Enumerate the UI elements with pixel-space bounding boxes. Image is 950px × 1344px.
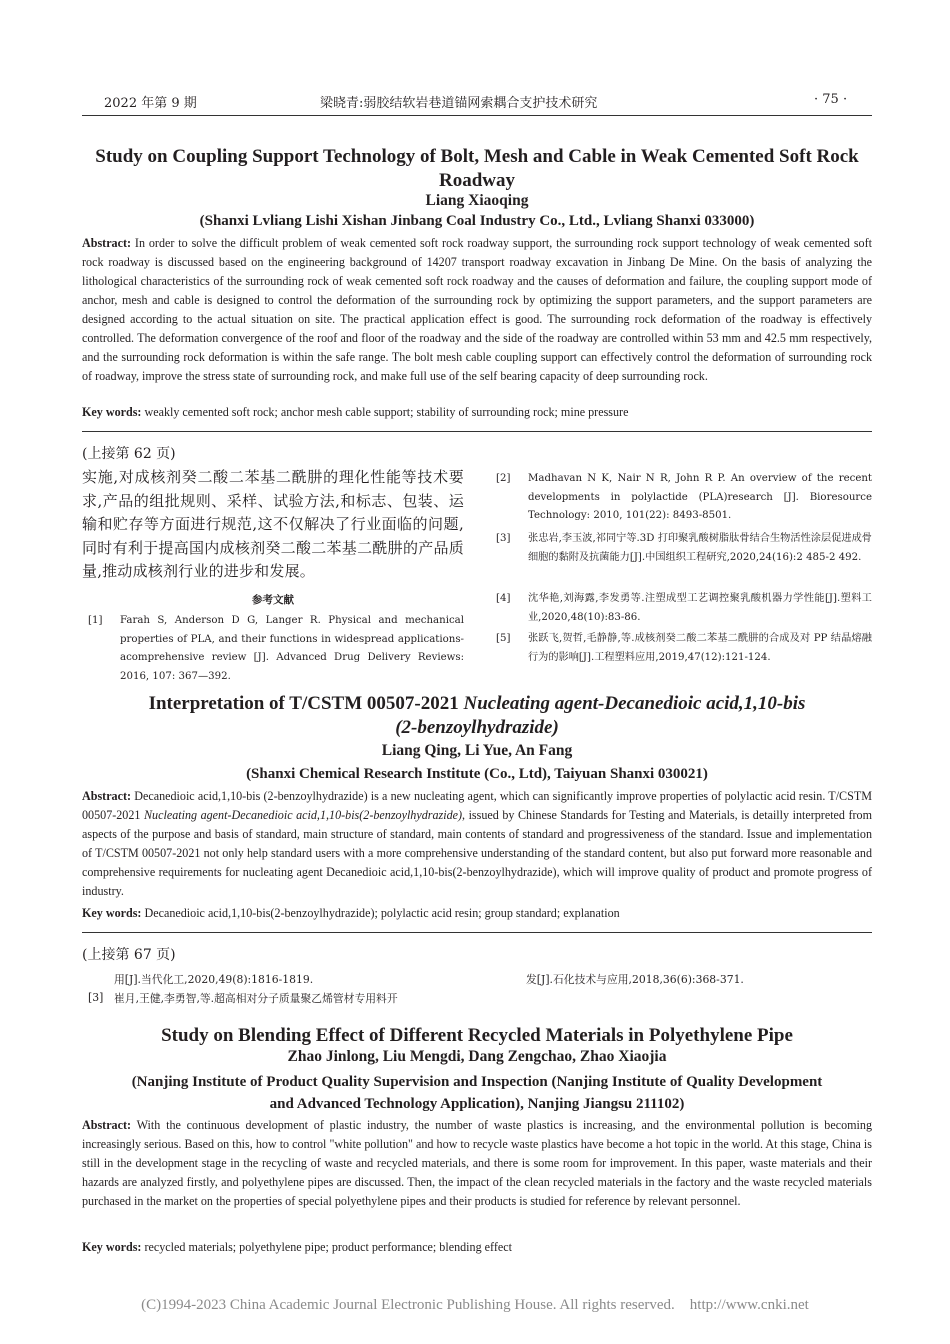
article-3-abstract: Abstract: With the continuous development of plastic industry, the number of waste plastics is increasing, and the environmental pollution is becoming increasingly serious. Based on this, how to control "white pollution" and how to recycle waste plastics have become a hot topic in the world. At this stage, China is still in the development stage in the recycling of waste and recycled materials, and there is some room for improvement. In this paper, waste materials and their hazards are analyzed firstly, and polyethylene pipes are discussed. Then, the impact of the clean recycled materials in the factory and the waste recycled materials purchased in the market on the properties of special polyethylene pipes and their products is studied for reference by relevant personnel.: [82, 1118, 873, 1208]
article-2-abstract: Abstract: Decanedioic acid,1,10-bis (2-benzoylhydrazide) is a new nucleating agent, which can significantly improve properties of polylactic acid resin. T/CSTM 00507-2021 Nucleating agent-Decanedioic acid,1,10-bis(2-benzoylhydrazide), issued by Chinese Standards for Testing and Materials, is detailly interpreted from aspects of the purpose and basis of standard, main structure of standard, main contents of standard and progressiveness of the standard. Issue and implementation of T/CSTM 00507-2021 not only help standard users with a more comprehensive understanding of the standard content, but also put forward more reasonable and comprehensive requirements for nucleating agent Decanedioic acid,1,10-bis(2-benzoylhydrazide), which will improve quality of product and promote progress of industry.: [82, 789, 873, 898]
article-1-abstract: Abstract: In order to solve the difficult problem of weak cemented soft rock roadway support, the surrounding rock support technology of weak cemented soft rock roadway is discussed based on the engineering background of 14207 transport roadway excavation in Jinbang De Mine. On the basis of analyzing the lithological characteristics of the surrounding rock of weak cemented soft rock roadway and the causes of deformation and failure, the coupling support mode of anchor, mesh and cable is designed to control the deformation of the surrounding rock by optimizing the support parameters, and the support parameters are designed according to the actual situation on site. The practical application effect is good. The surrounding rock deformation of the roadway is effectively controlled. The deformation convergence of the roof and floor of the roadway and the side of the roadway are controlled within 53 mm and 42.5 mm respectively, and the surrounding rock deformation is within the safe range. The bolt mesh cable coupling support can effectively control the deformation of surrounding rock of roadway, improve the stress state of surrounding rock, and make full use of the self bearing capacity of deep surrounding rock.: [82, 236, 872, 383]
references-heading: 参考文献: [252, 594, 294, 606]
article-1-keywords: Key words: weakly cemented soft rock; anchor mesh cable support; stability of surrounding rock; mine pressure: [82, 405, 629, 419]
reference-fragment: 用[J].当代化工,2020,49(8):1816-1819.: [114, 973, 314, 986]
header-rule: [82, 115, 872, 116]
article-1-affiliation: (Shanxi Lvliang Lishi Xishan Jinbang Coal Industry Co., Ltd., Lvliang Shanxi 033000): [199, 213, 755, 229]
reference-item: [3] 张忠岩,李玉波,祁同宁等.3D 打印聚乳酸树脂肽骨结合生物活性涂层促进成骨细胞的黏附及抗菌能力[J].中国组织工程研究,2020,24(16):2 485-2 492.: [496, 533, 872, 563]
reference-item: [5] 张跃飞,贺哲,毛静静,等.成核剂癸二酸二苯基二酰肼的合成及对 PP 结晶熔融行为的影响[J].工程塑料应用,2019,47(12):121-124.: [496, 633, 872, 663]
article-2-title: Interpretation of T/CSTM 00507-2021 Nucleating agent-Decanedioic acid,1,10-bis (2-benzoylhydrazide): [148, 693, 806, 738]
copyright-footer: (C)1994-2023 China Academic Journal Electronic Publishing House. All rights reserved. http://www.cnki.net: [141, 1297, 809, 1313]
reference-number: [3]: [88, 991, 104, 1004]
article-2-keywords: Key words: Decanedioic acid,1,10-bis(2-benzoylhydrazide); polylactic acid resin; group standard; explanation: [82, 906, 620, 920]
section-rule: [82, 932, 872, 933]
continuation-label: (上接第 62 页): [82, 446, 176, 462]
article-3-title: Study on Blending Effect of Different Recycled Materials in Polyethylene Pipe: [161, 1025, 793, 1046]
article-3-keywords: Key words: recycled materials; polyethylene pipe; product performance; blending effect: [82, 1240, 512, 1254]
section-rule: [82, 431, 872, 432]
continuation-label: (上接第 67 页): [82, 947, 176, 963]
article-2-affiliation: (Shanxi Chemical Research Institute (Co., Ltd), Taiyuan Shanxi 030021): [246, 766, 708, 782]
article-2-authors: Liang Qing, Li Yue, An Fang: [381, 742, 573, 759]
reference-item: [2] Madhavan N K, Nair N R, John R P. An overview of the recent developments in polylactide (PLA)research [J]. Bioresource Technology: 2010, 101(22): 8493-8501.: [496, 473, 872, 521]
reference-item: [4] 沈华艳,刘海露,李发勇等.注塑成型工艺调控聚乳酸机器力学性能[J].塑料工业,2020,48(10):83-86.: [496, 593, 872, 623]
body-paragraph: 实施,对成核剂癸二酸二苯基二酰肼的理化性能等技术要求,产品的组批规则、采样、试验方法,和标志、包装、运输和贮存等方面进行规范,这不仅解决了行业面临的问题,同时有利于提高国内成核剂癸二酸二苯基二酰肼的产品质量,推动成核剂行业的进步和发展。: [82, 468, 464, 580]
reference-fragment: 崔月,王健,李勇智,等.超高相对分子质量聚乙烯管材专用料开: [114, 992, 398, 1005]
article-3-authors: Zhao Jinlong, Liu Mengdi, Dang Zengchao, Zhao Xiaojia: [287, 1048, 667, 1065]
article-3-affiliation: (Nanjing Institute of Product Quality Supervision and Inspection (Nanjing Institute of Quality Development and Advanced Technology Application), Nanjing Jiangsu 211102): [131, 1074, 823, 1112]
reference-fragment: 发[J].石化技术与应用,2018,36(6):368-371.: [526, 973, 744, 986]
article-1-title: Study on Coupling Support Technology of Bolt, Mesh and Cable in Weak Cemented Soft Rock Roadway: [95, 146, 859, 191]
issue-label: 2022 年第 9 期: [104, 96, 197, 111]
page-number: · 75 ·: [814, 92, 848, 107]
reference-item: [1] Farah S, Anderson D G, Langer R. Physical and mechanical properties of PLA, and their functions in widespread applications-acomprehensive review [J]. Advanced Drug Delivery Reviews: 2016, 107: 367—392.: [88, 615, 464, 682]
article-1-author: Liang Xiaoqing: [425, 192, 529, 209]
running-title: 梁晓青:弱胶结软岩巷道锚网索耦合支护技术研究: [320, 96, 598, 111]
